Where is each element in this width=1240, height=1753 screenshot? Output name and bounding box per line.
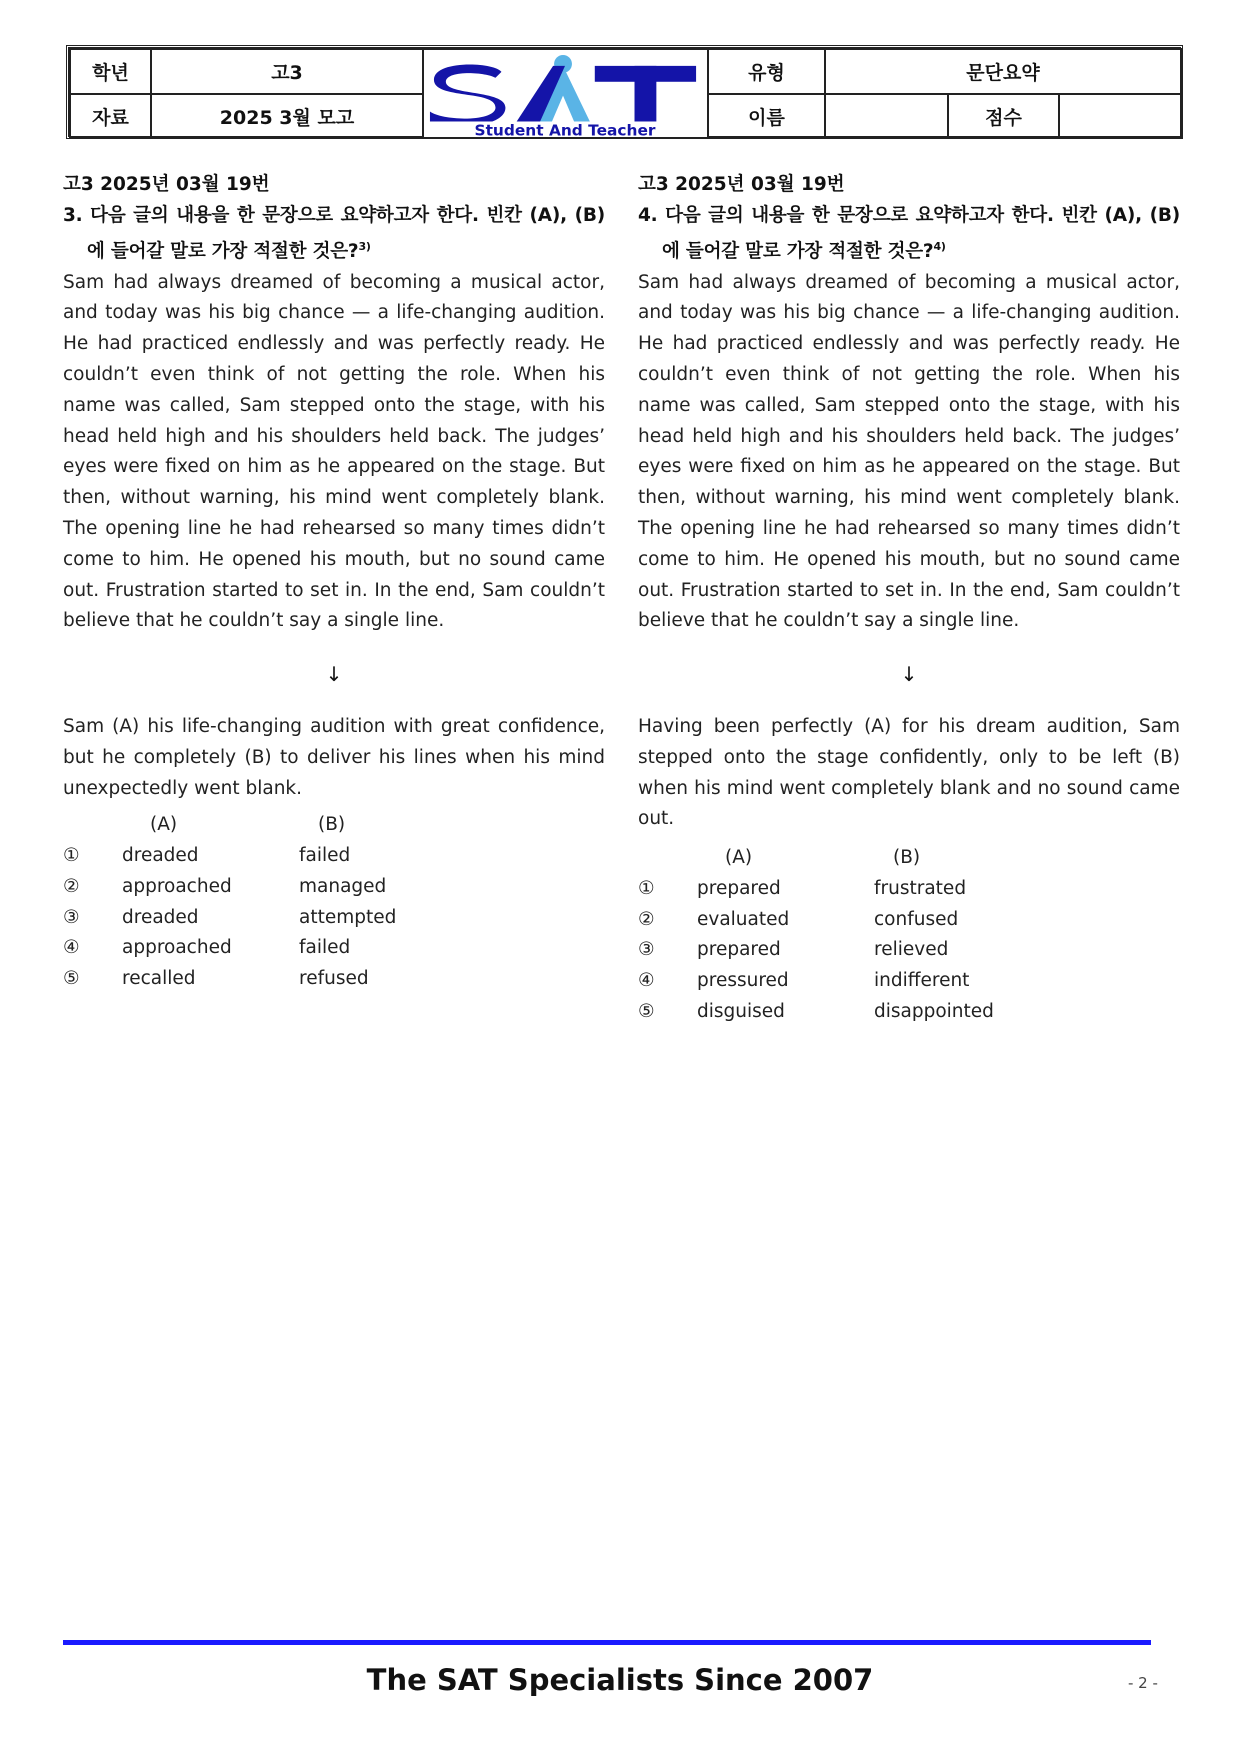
material-value: 2025 3월 모고 bbox=[151, 94, 423, 139]
name-field[interactable] bbox=[825, 94, 948, 139]
choice-a: disguised bbox=[697, 1001, 785, 1023]
choice-b: attempted bbox=[299, 906, 397, 928]
choice-b: disappointed bbox=[874, 1001, 994, 1023]
footer-slogan: The SAT Specialists Since 2007 bbox=[366, 1663, 874, 1697]
summary-sentence: Sam (A) his life-changing audition with great confidence, but he completely (B) to deliver his lines when his mind unexpectedly went blank. bbox=[63, 715, 605, 799]
question-prompt bbox=[63, 201, 605, 268]
choice-5[interactable] bbox=[63, 964, 605, 995]
choice-2[interactable] bbox=[638, 905, 1180, 936]
passage-text: Sam had always dreamed of becoming a musical actor, and today was his big chance — a life-changing audition. He had practiced endlessly and was perfectly ready. He couldn’t even think of not getting the role. When his name was called, Sam stepped onto the stage, with his head held high and his shoulders held back. The judges’ eyes were fixed on him as he appeared on the stage. But then, without warning, his mind went completely blank. The opening line he had rehearsed so many times didn’t come to him. He opened his mouth, but no sound came out. Frustration started to set in. In the end, Sam couldn’t believe that he couldn’t say a single line. bbox=[63, 271, 605, 632]
choice-b: relieved bbox=[874, 939, 949, 961]
header-table bbox=[66, 45, 1183, 139]
choice-a: evaluated bbox=[697, 908, 790, 930]
footnote-ref: 3) bbox=[358, 239, 371, 253]
name-label: 이름 bbox=[708, 94, 825, 139]
choice-a: pressured bbox=[697, 970, 789, 992]
choice-a: prepared bbox=[697, 939, 781, 961]
summary-sentence: Having been perfectly (A) for his dream audition, Sam stepped onto the stage confidently, only to be left (B) when his mind went completely blank and no sound came out. bbox=[638, 715, 1180, 830]
question-3-column bbox=[63, 170, 605, 995]
choice-b: confused bbox=[874, 908, 959, 930]
question-prompt bbox=[638, 201, 1180, 268]
choice-b: failed bbox=[299, 845, 351, 867]
grade-label: 학년 bbox=[70, 49, 151, 94]
choice-header-b: (B) bbox=[318, 814, 346, 836]
choice-header bbox=[63, 810, 605, 841]
sat-logo bbox=[423, 49, 708, 138]
grade-value: 고3 bbox=[151, 49, 423, 94]
choice-number: ④ bbox=[638, 970, 655, 992]
choice-number: ② bbox=[638, 908, 655, 930]
question-4-column bbox=[638, 170, 1180, 1028]
choice-3[interactable] bbox=[638, 935, 1180, 966]
down-arrow-icon: ↓ bbox=[325, 662, 343, 687]
choice-b: indifferent bbox=[874, 970, 970, 992]
question-source: 고3 2025년 03월 19번 bbox=[63, 174, 270, 195]
question-source: 고3 2025년 03월 19번 bbox=[638, 174, 845, 195]
question-text: 4. 다음 글의 내용을 한 문장으로 요약하고자 한다. 빈칸 (A), (B)에 들어갈 말로 가장 적절한 것은? bbox=[638, 204, 1180, 262]
choice-a: dreaded bbox=[122, 845, 199, 867]
type-value: 문단요약 bbox=[825, 49, 1181, 94]
choice-2[interactable] bbox=[63, 872, 605, 903]
footnote-ref: 4) bbox=[933, 239, 946, 253]
choice-b: failed bbox=[299, 937, 351, 959]
choice-number: ④ bbox=[63, 937, 80, 959]
choice-number: ⑤ bbox=[63, 968, 80, 990]
choice-number: ⑤ bbox=[638, 1001, 655, 1023]
passage-text: Sam had always dreamed of becoming a musical actor, and today was his big chance — a life-changing audition. He had practiced endlessly and was perfectly ready. He couldn’t even think of not getting the role. When his name was called, Sam stepped onto the stage, with his head held high and his shoulders held back. The judges’ eyes were fixed on him as he appeared on the stage. But then, without warning, his mind went completely blank. The opening line he had rehearsed so many times didn’t come to him. He opened his mouth, but no sound came out. Frustration started to set in. In the end, Sam couldn’t believe that he couldn’t say a single line. bbox=[638, 271, 1180, 632]
choice-number: ② bbox=[63, 875, 80, 897]
choice-1[interactable] bbox=[638, 874, 1180, 905]
choice-number: ③ bbox=[63, 906, 80, 928]
answer-choices bbox=[638, 843, 1180, 1028]
type-label: 유형 bbox=[708, 49, 825, 94]
score-label: 점수 bbox=[948, 94, 1059, 139]
choice-header-b: (B) bbox=[893, 847, 921, 869]
choice-header-a: (A) bbox=[150, 814, 178, 836]
choice-number: ③ bbox=[638, 939, 655, 961]
answer-choices bbox=[63, 810, 605, 995]
choice-5[interactable] bbox=[638, 997, 1180, 1028]
choice-3[interactable] bbox=[63, 903, 605, 934]
choice-number: ① bbox=[638, 877, 655, 899]
sat-logo-icon bbox=[424, 50, 707, 137]
choice-4[interactable] bbox=[638, 966, 1180, 997]
logo-subtitle: Student And Teacher bbox=[474, 121, 656, 138]
choice-b: managed bbox=[299, 875, 387, 897]
question-text: 3. 다음 글의 내용을 한 문장으로 요약하고자 한다. 빈칸 (A), (B)에 들어갈 말로 가장 적절한 것은? bbox=[63, 204, 605, 262]
choice-a: recalled bbox=[122, 968, 196, 990]
choice-a: approached bbox=[122, 937, 232, 959]
material-label: 자료 bbox=[70, 94, 151, 139]
choice-header-a: (A) bbox=[725, 847, 753, 869]
choice-a: approached bbox=[122, 875, 232, 897]
choice-1[interactable] bbox=[63, 841, 605, 872]
choice-header bbox=[638, 843, 1180, 874]
choice-4[interactable] bbox=[63, 933, 605, 964]
choice-number: ① bbox=[63, 845, 80, 867]
choice-a: dreaded bbox=[122, 906, 199, 928]
choice-a: prepared bbox=[697, 877, 781, 899]
down-arrow-icon: ↓ bbox=[900, 662, 918, 687]
score-field[interactable] bbox=[1059, 94, 1181, 139]
footer-divider bbox=[63, 1640, 1151, 1645]
page-number: - 2 - bbox=[1128, 1674, 1158, 1692]
choice-b: frustrated bbox=[874, 877, 967, 899]
choice-b: refused bbox=[299, 968, 369, 990]
